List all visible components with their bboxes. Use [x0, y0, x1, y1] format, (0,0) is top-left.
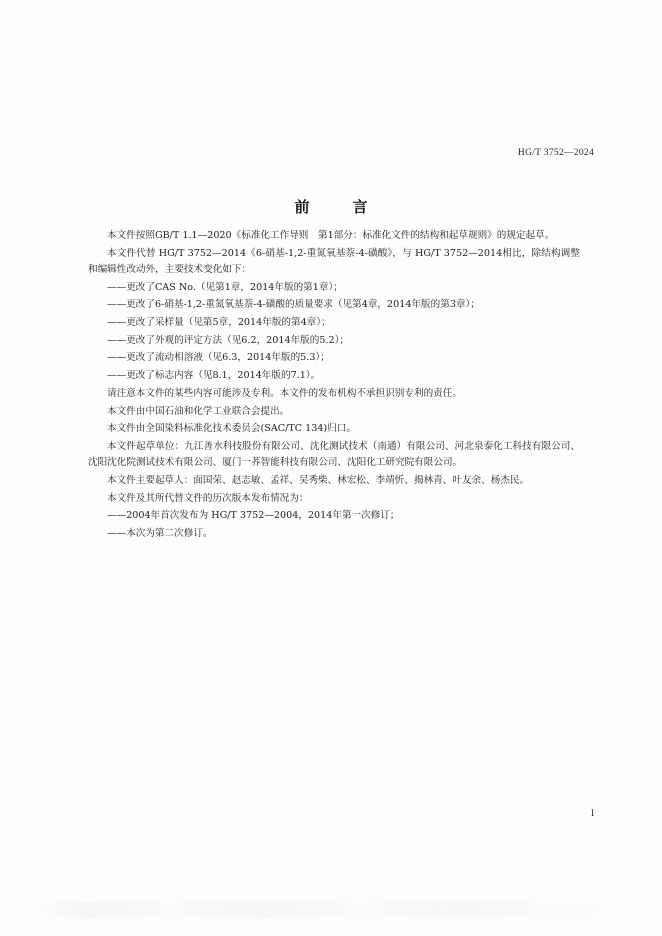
paragraph: 本文件及其所代替文件的历次版本发布情况为：	[107, 492, 309, 504]
paragraph: 本文件起草单位：九江善水科技股份有限公司、沈化测试技术（南通）有限公司、河北泉泰化工科技有限公司、沈阳沈化院测试技术有限公司、厦门一荞智能科技有限公司、沈阳化工研究院有限公司。	[88, 440, 580, 469]
paragraph: ——本次为第二次修订。	[107, 527, 213, 539]
paragraph: ——更改了外观的评定方法（见6.2，2014年版的5.2）；	[107, 334, 350, 346]
scan-artifact	[40, 902, 622, 918]
paragraph: ——更改了流动相溶液（见6.3，2014年版的5.3）；	[107, 352, 330, 364]
paragraph: 本文件由中国石油和化学工业联合会提出。	[107, 405, 290, 417]
paragraph: ——2004年首次发布为 HG/T 3752—2004，2014年第一次修订；	[107, 510, 400, 522]
paragraph: ——更改了采样量（见第5章，2014年版的第4章）；	[107, 317, 331, 329]
paragraph: 本文件按照GB/T 1.1—2020《标准化工作导则 第1部分：标准化文件的结构和起草规则》的规定起草。	[107, 230, 555, 241]
page-number: I	[591, 808, 594, 818]
paragraph: ——更改了标志内容（见8.1，2014年版的7.1）。	[107, 370, 321, 382]
paragraph: 请注意本文件的某些内容可能涉及专利。本文件的发布机构不承担识别专利的责任。	[107, 387, 462, 399]
paragraph: 本文件代替 HG/T 3752—2014《6-硝基-1,2-重氮氧基萘-4-磺酸》，与 HG/T 3752—2014相比，除结构调整和编辑性改动外，主要技术变化如下：	[88, 247, 580, 275]
foreword-body	[88, 228, 580, 544]
header-standard-code: HG/T 3752—2024	[517, 148, 594, 158]
paragraph: 本文件主要起草人：面国荣、赵志敏、孟祥、吴秀柴、林宏松、李靖忻、揭林青、叶友余、杨杰民。	[107, 474, 530, 486]
paragraph: ——更改了CAS No.（见第1章，2014年版的第1章）；	[107, 281, 343, 293]
paragraph: ——更改了6-硝基-1,2-重氮氧基萘-4-磺酸的质量要求（见第4章，2014年版的第3章）；	[107, 299, 480, 311]
page-title: 前 言	[294, 198, 382, 216]
paragraph: 本文件由全国染料标准化技术委员会(SAC/TC 134)归口。	[107, 423, 356, 435]
